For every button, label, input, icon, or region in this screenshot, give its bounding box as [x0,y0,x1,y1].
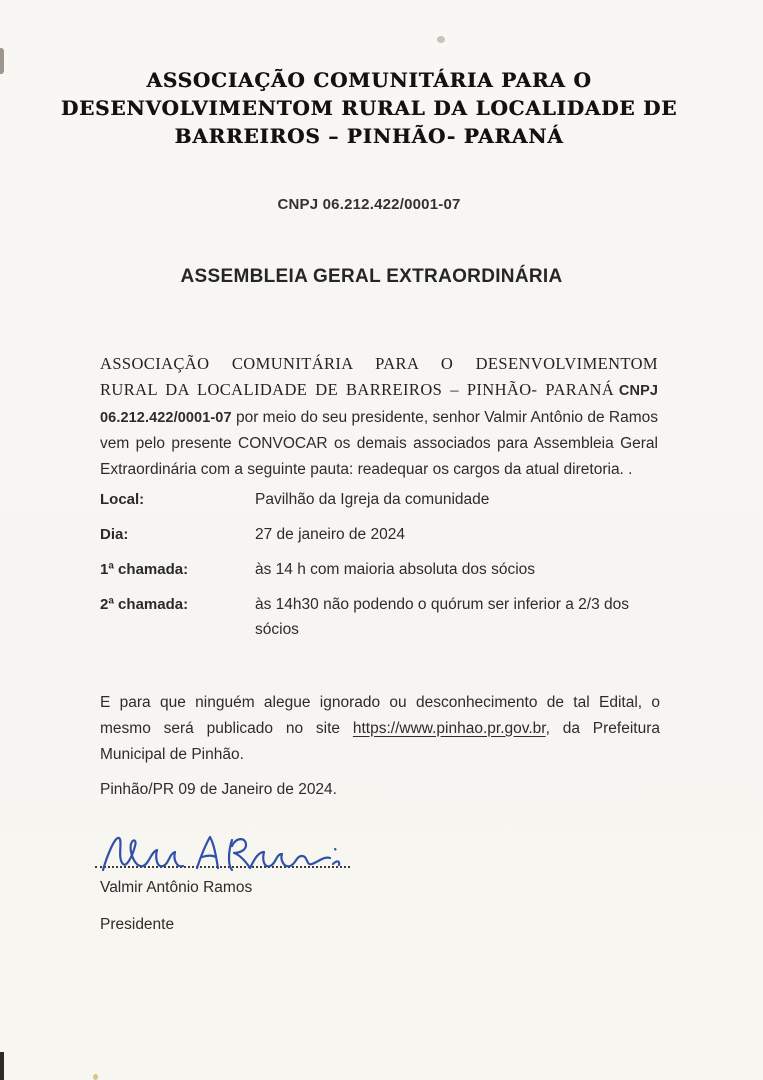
intro-paragraph [100,351,658,483]
signatory-name: Valmir Antônio Ramos [100,879,253,896]
intro-cnpj: CNPJ 06.212.422/0001-07 [100,383,659,426]
signatory-role: Presidente [100,916,175,933]
signature-block [93,824,373,884]
detail-label-segunda-chamada: 2ª chamada: [100,596,189,613]
scan-artifact-top-speck [437,36,445,43]
edital-paragraph [100,690,660,768]
detail-value-local: Pavilhão da Igreja da comunidade [255,491,490,508]
intro-body-text: por meio do seu presidente, senhor Valmir Antônio de Ramos vem pelo presente CONVOCAR os demais associados para Assembleia Geral Extraordinária com a seguinte pauta: readequar os cargos da atual diretoria. . [100,408,658,478]
place-date-line: Pinhão/PR 09 de Janeiro de 2024. [100,781,337,798]
prefeitura-site-link: https://www.pinhao.pr.gov.br [352,719,546,737]
detail-row-primeira-chamada [100,557,660,582]
detail-value-primeira-chamada: às 14 h com maioria absoluta dos sócios [255,561,536,578]
cnpj-number: CNPJ 06.212.422/0001-07 [277,196,461,213]
association-name-line-1: ASSOCIAÇÃO COMUNITÁRIA PARA O [146,68,592,92]
scan-artifact-bottom-speck [93,1074,98,1080]
edital-text-after: , da Prefeitura Municipal de Pinhão. [100,719,661,763]
detail-value-segunda-chamada: às 14h30 não podendo o quórum ser inferior a 2/3 dos sócios [255,596,629,638]
intro-org-name: ASSOCIAÇÃO COMUNITÁRIA PARA O DESENVOLVIMENTOM RURAL DA LOCALIDADE DE BARREIROS – PINHÃO- PARANÁ [100,353,658,399]
association-name-header [60,66,678,150]
scan-artifact-bottom-bar [0,1052,4,1080]
detail-row-local [100,487,660,512]
handwritten-signature [99,824,349,880]
detail-value-dia: 27 de janeiro de 2024 [255,526,405,543]
scan-artifact-left-smudge [0,48,4,74]
detail-row-segunda-chamada [100,592,660,642]
association-name-line-2: DESENVOLVIMENTOM RURAL DA LOCALIDADE DE [60,96,678,120]
edital-text-before: E para que ninguém alegue ignorado ou desconhecimento de tal Edital, o mesmo será publicado no site [100,693,660,737]
association-name-line-3: BARREIROS – PINHÃO- PARANÁ [174,124,564,148]
document-title: ASSEMBLEIA GERAL EXTRAORDINÁRIA [180,266,563,287]
detail-row-dia [100,522,660,547]
detail-label-primeira-chamada: 1ª chamada: [100,561,189,578]
detail-label-dia: Dia: [100,526,129,543]
meeting-details-list [100,487,660,652]
detail-label-local: Local: [100,491,145,508]
